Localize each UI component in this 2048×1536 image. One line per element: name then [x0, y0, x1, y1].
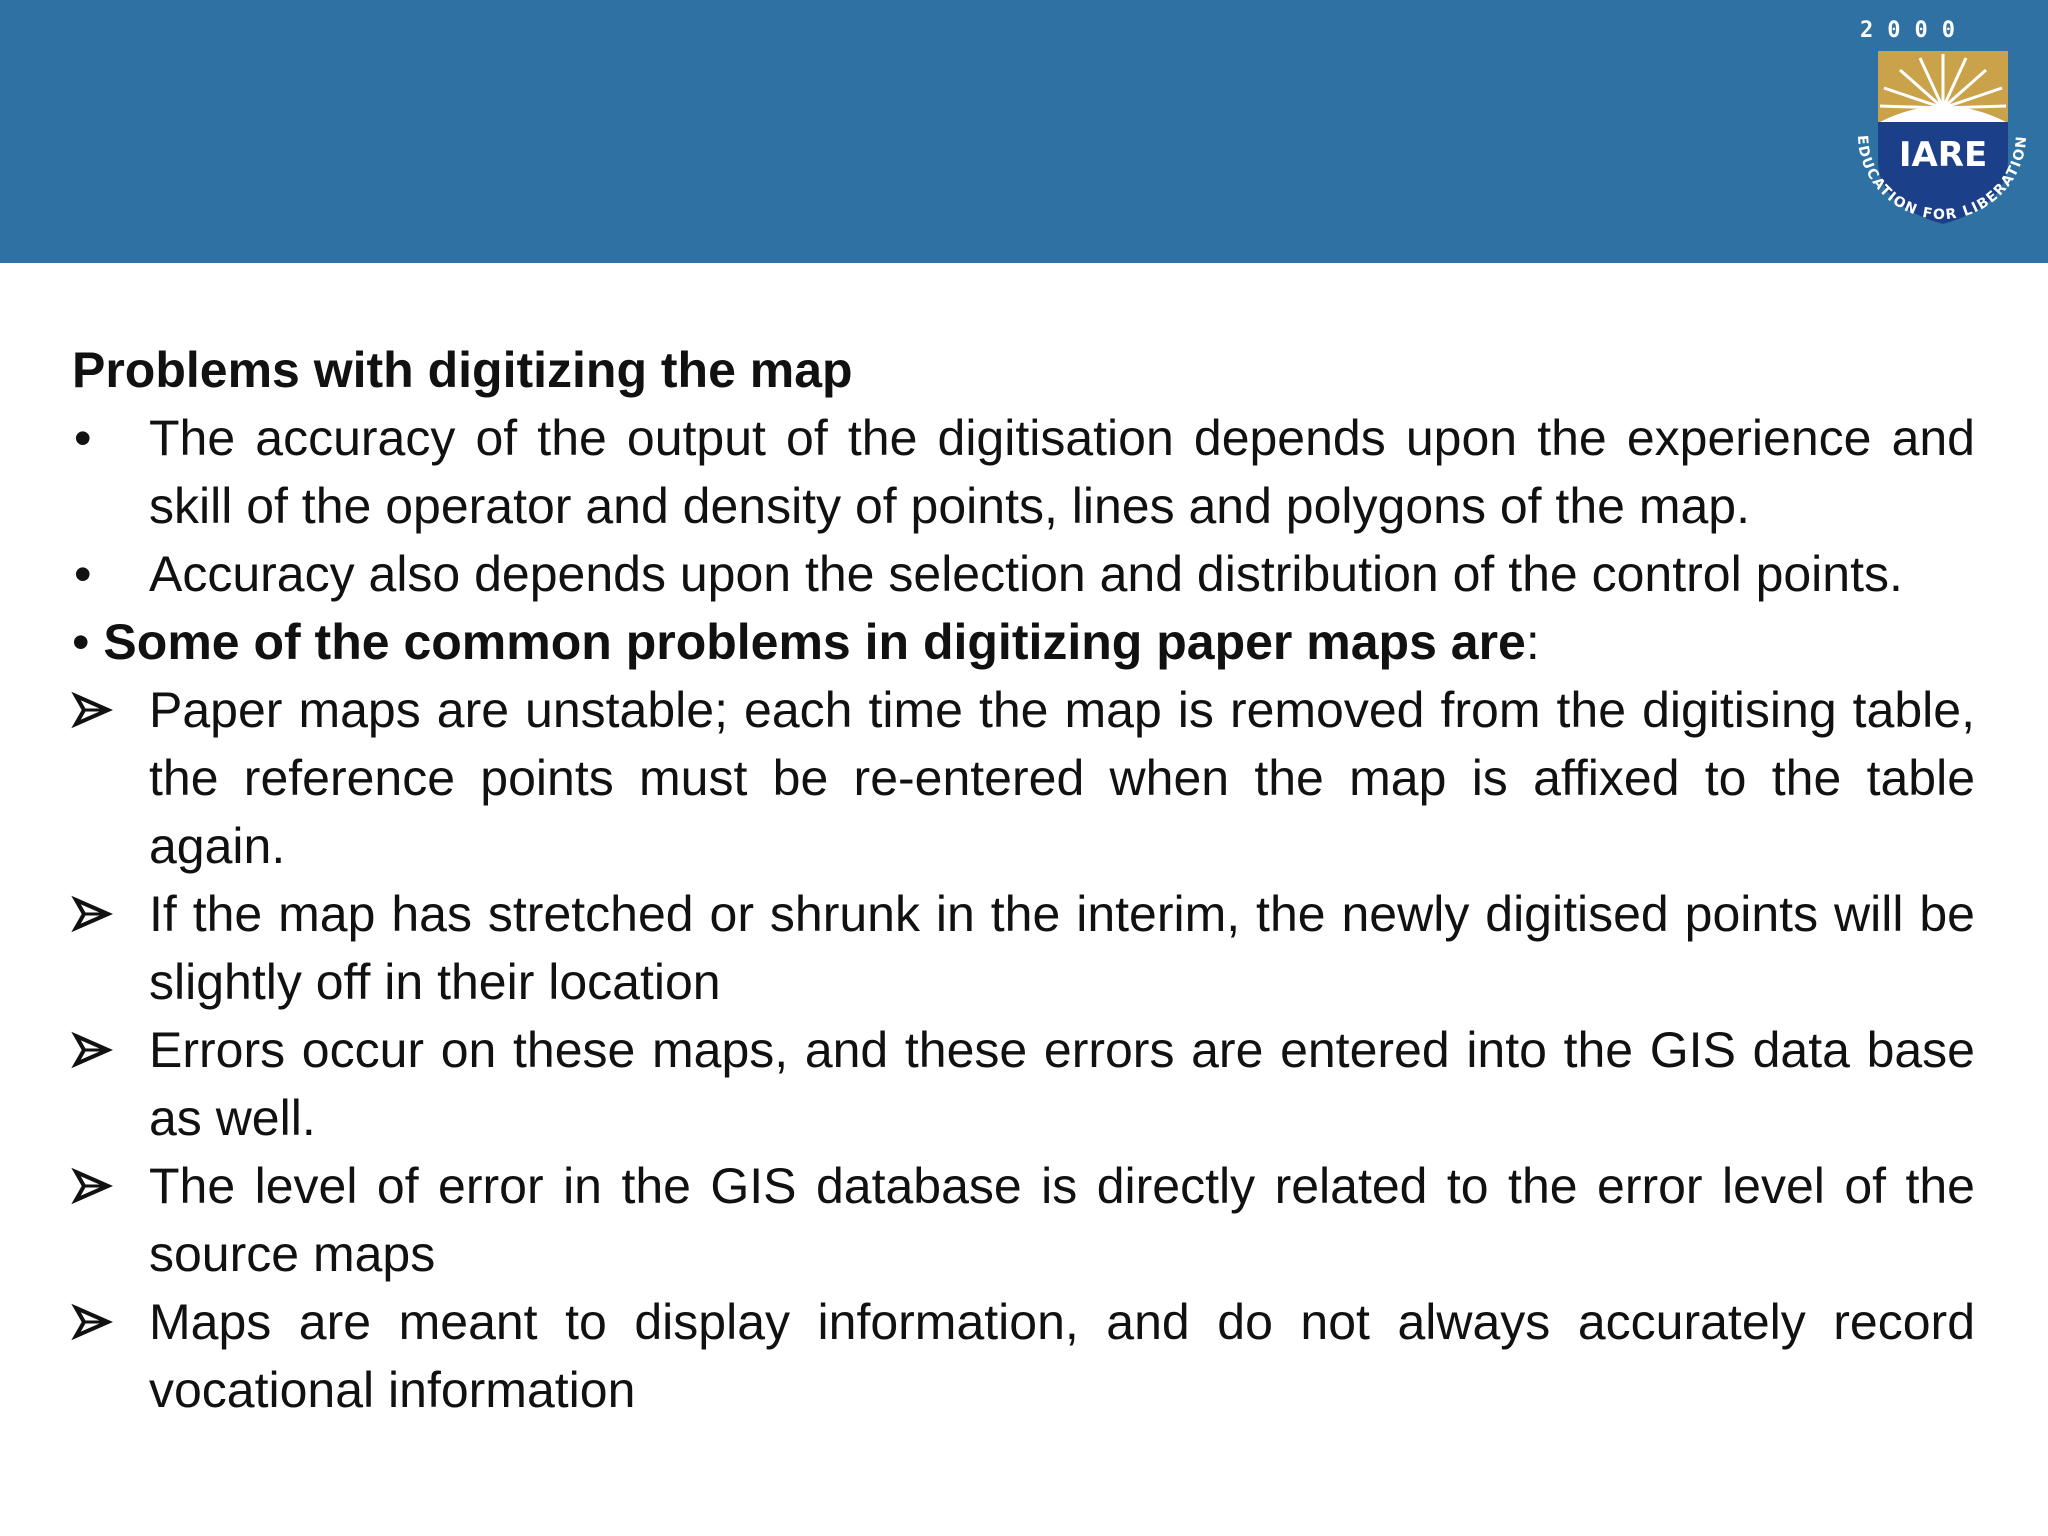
subheading-text: Some of the common problems in digitizing paper maps are: [103, 614, 1526, 670]
list-item-text: Errors occur on these maps, and these errors are entered into the GIS data base as well.: [149, 1022, 1975, 1146]
arrow-bullet-icon: [70, 1152, 130, 1220]
list-item-text: The level of error in the GIS database is directly related to the error level of the source maps: [149, 1158, 1975, 1282]
header-band: [0, 0, 2048, 263]
list-item: [72, 404, 1975, 540]
list-item: [72, 880, 1975, 1016]
slide-content: [72, 336, 1975, 1424]
list-item-text: The accuracy of the output of the digitisation depends upon the experience and skill of the operator and density of points, lines and polygons of the map.: [149, 410, 1975, 534]
svg-text:IARE: IARE: [1898, 135, 1988, 175]
slide-heading: Problems with digitizing the map: [72, 342, 853, 398]
list-item-text: Paper maps are unstable; each time the map is removed from the digitising table, the reference points must be re-entered when the map is affixed to the table again.: [149, 682, 1975, 874]
list-item-text: Maps are meant to display information, and do not always accurately record vocational information: [149, 1294, 1975, 1418]
iare-logo-icon: [1840, 10, 2045, 255]
subheading-suffix: :: [1525, 614, 1540, 670]
iare-logo: [1840, 10, 2045, 255]
bullet-icon: •: [74, 546, 92, 602]
bullet-icon: •: [74, 410, 92, 466]
bullet-icon: •: [72, 614, 90, 670]
list-item: [72, 1152, 1975, 1288]
list-item: [72, 1288, 1975, 1424]
list-item-text: Accuracy also depends upon the selection and distribution of the control points.: [149, 546, 1903, 602]
slide-subheading: [72, 608, 1975, 676]
arrow-bullet-icon: [70, 1016, 130, 1084]
arrow-bullet-icon: [70, 1288, 130, 1356]
list-item: [72, 676, 1975, 880]
list-item: [72, 1016, 1975, 1152]
list-item: [72, 540, 1975, 608]
svg-text:2000: 2000: [1860, 18, 1969, 43]
list-item-text: If the map has stretched or shrunk in the interim, the newly digitised points will be slightly off in their location: [149, 886, 1975, 1010]
arrow-bullet-icon: [70, 880, 130, 948]
svg-text:EDUCATION FOR LIBERATION: EDUCATION FOR LIBERATION: [1853, 134, 2031, 224]
arrow-bullet-icon: [70, 676, 130, 744]
